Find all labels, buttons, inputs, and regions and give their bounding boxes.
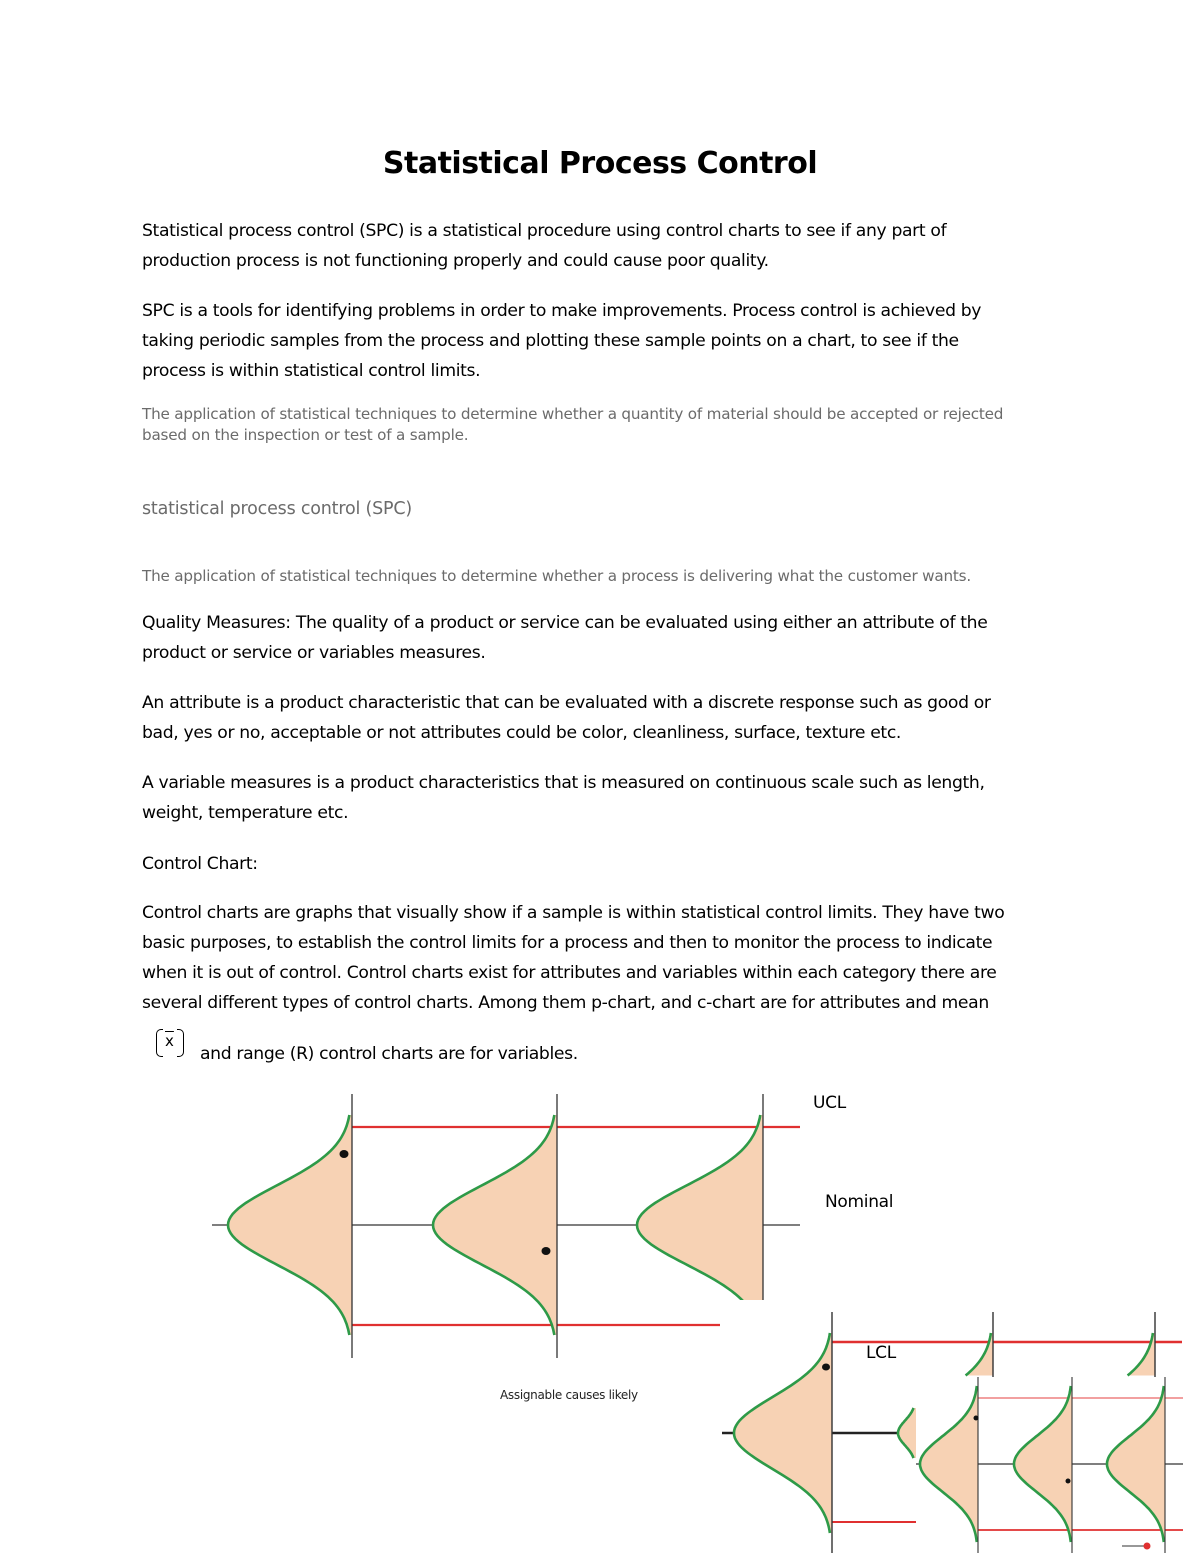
chart-caption: Assignable causes likely: [500, 1388, 638, 1402]
nominal-label: Nominal: [825, 1192, 894, 1212]
text-line: An attribute is a product characteristic that can be evaluated with a discrete response such as good or: [142, 693, 991, 713]
lcl-label: LCL: [866, 1343, 896, 1363]
sample-point-2: [542, 1247, 551, 1255]
text-line: product or service or variables measures.: [142, 643, 486, 663]
text-line: bad, yes or no, acceptable or not attributes could be color, cleanliness, surface, texture etc.: [142, 723, 902, 743]
overlay-sample-point: [822, 1364, 830, 1371]
ucl-label: UCL: [813, 1093, 846, 1113]
slider-handle: [1144, 1543, 1151, 1550]
text-line: taking periodic samples from the process and plotting these sample points on a chart, to see if the: [142, 331, 959, 351]
overlay-control-chart-small: [916, 1377, 1200, 1553]
text-line: production process is not functioning properly and could cause poor quality.: [142, 251, 769, 271]
small-sample-point-1: [974, 1416, 979, 1421]
text-line: when it is out of control. Control charts exist for attributes and variables within each category there are: [142, 963, 997, 983]
definition-heading-spc: statistical process control (SPC): [142, 499, 413, 519]
text-line: several different types of control charts. Among them p-chart, and c-chart are for attributes and mean: [142, 993, 989, 1013]
text-line: SPC is a tools for identifying problems in order to make improvements. Process control is achieved by: [142, 301, 982, 321]
page-title: Statistical Process Control: [382, 146, 818, 181]
text-line-range-charts: and range (R) control charts are for variables.: [200, 1044, 578, 1064]
small-sample-point-2: [1066, 1479, 1071, 1484]
text-line: Quality Measures: The quality of a product or service can be evaluated using either an attribute of the: [142, 613, 988, 633]
text-line: process is within statistical control limits.: [142, 361, 481, 381]
text-line: The application of statistical techniques to determine whether a quantity of material should be accepted or rejected: [142, 405, 1004, 423]
x-bar-glyph: $\overline{x}$: [165, 1032, 174, 1050]
definition-spc: The application of statistical techniques to determine whether a process is delivering what the customer wants.: [142, 567, 971, 585]
distribution-group: [228, 1115, 763, 1335]
heading-control-chart: Control Chart:: [142, 854, 258, 874]
main-control-chart: [212, 1094, 800, 1358]
text-line: A variable measures is a product characteristics that is measured on continuous scale such as length,: [142, 773, 985, 793]
text-line: Control charts are graphs that visually show if a sample is within statistical control limits. They have two: [142, 903, 1005, 923]
text-line: Statistical process control (SPC) is a statistical procedure using control charts to see if any part of: [142, 221, 947, 241]
text-line: weight, temperature etc.: [142, 803, 349, 823]
text-line: basic purposes, to establish the control limits for a process and then to monitor the process to indicate: [142, 933, 993, 953]
sample-point-1: [340, 1150, 349, 1158]
text-line: based on the inspection or test of a sample.: [142, 426, 469, 444]
